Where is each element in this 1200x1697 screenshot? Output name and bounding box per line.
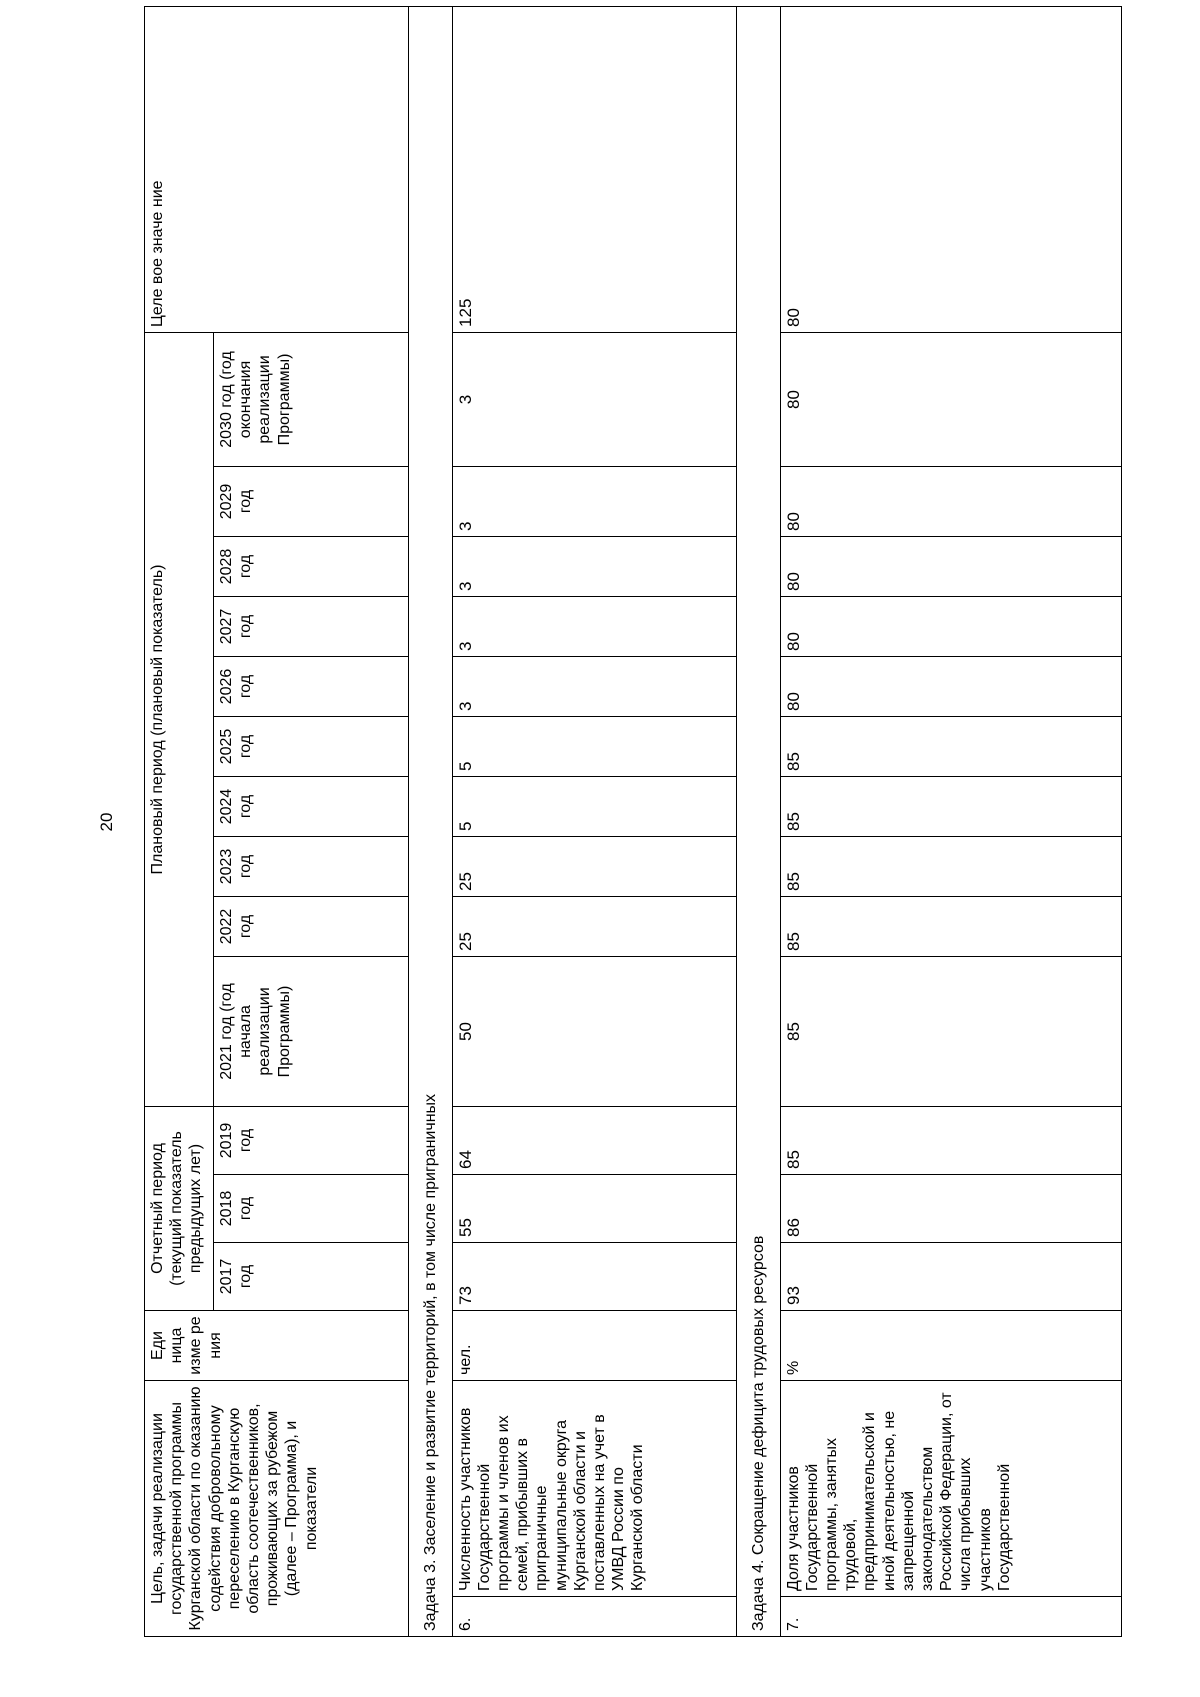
reporting-period-header: Отчетный период (текущий показатель предыдущих лет) <box>145 1106 214 1310</box>
value-2018: 86 <box>780 1174 1121 1242</box>
year-2017-header: 2017 год <box>214 1242 409 1310</box>
unit-cell: % <box>780 1310 1121 1380</box>
indicator-table <box>144 6 1122 1637</box>
value-2021: 85 <box>780 956 1121 1106</box>
value-2026: 80 <box>780 656 1121 716</box>
value-2019: 64 <box>452 1106 736 1174</box>
value-2024: 85 <box>780 776 1121 836</box>
value-2029: 80 <box>780 466 1121 536</box>
value-2022: 85 <box>780 896 1121 956</box>
value-2024: 5 <box>452 776 736 836</box>
goal-header: Цель, задачи реализации государственной программы Курганской области по оказанию содействия добровольному переселению в Курганскую область соотечественников, проживающих за рубежом (далее – Программа), и показатели <box>145 1380 409 1636</box>
indicator-name: Численность участников Государственной программы и членов их семей, прибывших в приграничные муниципальные округа Курганской области и поставленных на учет в УМВД России по Курганской области <box>452 1380 736 1596</box>
page-number: 20 <box>97 812 116 832</box>
value-2025: 85 <box>780 716 1121 776</box>
year-2021-header: 2021 год (год начала реализации Программы) <box>214 956 409 1106</box>
value-2027: 3 <box>452 596 736 656</box>
year-2025-header: 2025 год <box>214 716 409 776</box>
value-2017: 73 <box>452 1242 736 1310</box>
value-2018: 55 <box>452 1174 736 1242</box>
value-2030: 3 <box>452 332 736 466</box>
year-2022-header: 2022 год <box>214 896 409 956</box>
unit-header: Еди ница изме ре ния <box>145 1310 409 1380</box>
value-target: 125 <box>452 6 736 332</box>
target-value-header: Целе вое значе ние <box>145 6 409 332</box>
row-number: 7. <box>780 1597 1121 1637</box>
year-2029-header: 2029 год <box>214 466 409 536</box>
value-2023: 25 <box>452 836 736 896</box>
value-2030: 80 <box>780 332 1121 466</box>
value-2026: 3 <box>452 656 736 716</box>
value-target: 80 <box>780 6 1121 332</box>
year-2030-header: 2030 год (год окончания реализации Программы) <box>214 332 409 466</box>
year-2024-header: 2024 год <box>214 776 409 836</box>
value-2029: 3 <box>452 466 736 536</box>
unit-cell: чел. <box>452 1310 736 1380</box>
value-2021: 50 <box>452 956 736 1106</box>
indicator-table-container <box>144 67 1122 1637</box>
value-2028: 3 <box>452 536 736 596</box>
value-2022: 25 <box>452 896 736 956</box>
value-2027: 80 <box>780 596 1121 656</box>
value-2023: 85 <box>780 836 1121 896</box>
year-2018-header: 2018 год <box>214 1174 409 1242</box>
year-2023-header: 2023 год <box>214 836 409 896</box>
value-2025: 5 <box>452 716 736 776</box>
value-2019: 85 <box>780 1106 1121 1174</box>
task-4-row: Задача 4. Сокращение дефицита трудовых ресурсов <box>737 6 781 1636</box>
planned-period-header: Плановый период (плановый показатель) <box>145 332 214 1106</box>
year-2026-header: 2026 год <box>214 656 409 716</box>
year-2028-header: 2028 год <box>214 536 409 596</box>
value-2028: 80 <box>780 536 1121 596</box>
row-number: 6. <box>452 1597 736 1637</box>
year-2027-header: 2027 год <box>214 596 409 656</box>
value-2017: 93 <box>780 1242 1121 1310</box>
task-3-row: Задача 3. Заселение и развитие территорий, в том числе приграничных <box>409 6 453 1636</box>
year-2019-header: 2019 год <box>214 1106 409 1174</box>
indicator-name: Доля участников Государственной программы, занятых трудовой, предпринимательской и иной деятельностью, не запрещенной законодательством Российской Федерации, от числа прибывших участников Государственной <box>780 1380 1121 1596</box>
